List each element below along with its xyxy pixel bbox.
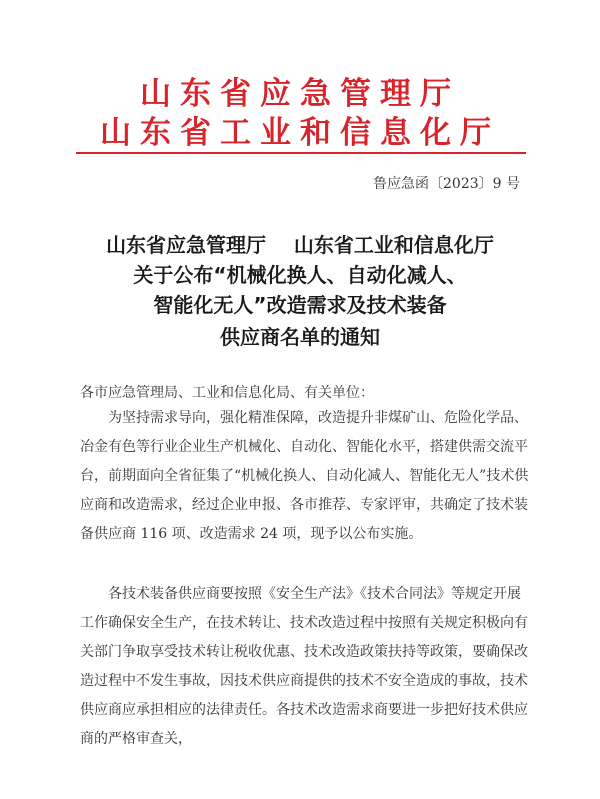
title-line-2: 关于公布“机械化换人、自动化减人、 xyxy=(133,263,467,287)
red-separator-line xyxy=(76,152,526,154)
salutation: 各市应急管理局、工业和信息化局、有关单位： xyxy=(80,385,374,401)
title-line-3: 智能化无人”改造需求及技术装备 xyxy=(153,293,447,317)
document-number: 鲁应急函〔2023〕9 号 xyxy=(373,176,520,192)
title-line-4: 供应商名单的通知 xyxy=(220,325,380,349)
paragraph-1: 为坚持需求导向，强化精准保障，改造提升非煤矿山、危险化学品、冶金有色等行业企业生产机械化、自动化、智能化水平，搭建供需交流平台，前期面向全省征集了“机械化换人、自动化减人、智能化无人”技术供应商和改造需求，经过企业申报、各市推荐、专家评审，共确定了技术装备供应商 116 项、改造需求 24 项，现予以公布实施。 xyxy=(80,410,529,542)
issuer-line-2: 山东省工业和信息化厅 xyxy=(100,115,500,151)
title-line-1: 山东省应急管理厅 山东省工业和信息化厅 xyxy=(106,233,494,257)
paragraph-2: 各技术装备供应商要按照《安全生产法》《技术合同法》等规定开展工作确保安全生产，在技术转让、技术改造过程中按照有关规定积极向有关部门争取享受技术转让税收优惠、技术改造政策扶持等政策，要确保改造过程中不发生事故，因技术供应商提供的技术不安全造成的事故，技术供应商应承担相应的法律责任。各技术改造需求商要进一步把好技术供应商的严格审查关， xyxy=(80,586,528,747)
issuer-line-1: 山东省应急管理厅 xyxy=(140,76,460,112)
